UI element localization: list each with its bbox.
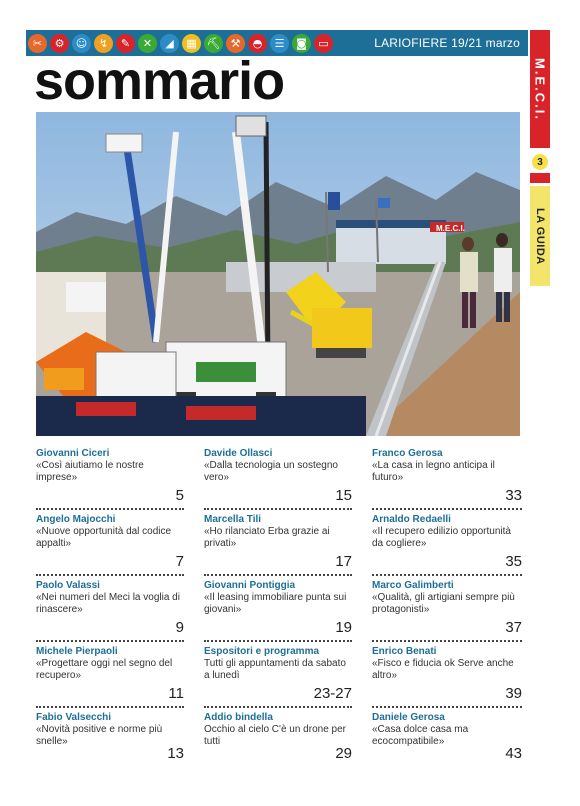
- entry-name: Paolo Valassi: [36, 580, 100, 591]
- toc-entry[interactable]: [372, 642, 522, 708]
- building-sign: M.E.C.I.: [436, 224, 465, 233]
- ladder-icon: ☰: [270, 34, 289, 53]
- entry-name: Daniele Gerosa: [372, 712, 445, 723]
- entry-description: «Qualità, gli artigiani sempre più protagonisti»: [372, 592, 515, 615]
- entry-name: Giovanni Pontiggia: [204, 580, 296, 591]
- hammer-icon: ⚒: [226, 34, 245, 53]
- toc-entry[interactable]: [204, 708, 352, 774]
- entry-page-number: 35: [505, 553, 522, 570]
- toc-entry[interactable]: [372, 576, 522, 642]
- entry-page-number: 39: [505, 685, 522, 702]
- trade-fair-photo: [36, 112, 520, 436]
- toc-entry[interactable]: [204, 510, 352, 576]
- toc-entry[interactable]: [372, 510, 522, 576]
- entry-description: Tutti gli appuntamenti da sabato a lunedì: [204, 658, 346, 681]
- entry-page-number: 23-27: [313, 685, 352, 702]
- entry-description: «Fisco e fiducia ok Serve anche altro»: [372, 658, 514, 681]
- entry-page-number: 5: [175, 487, 184, 504]
- entry-name: Arnaldo Redaelli: [372, 514, 451, 525]
- entry-page-number: 7: [175, 553, 184, 570]
- window-icon: ▦: [182, 34, 201, 53]
- entry-page-number: 19: [335, 619, 352, 636]
- toc-entry[interactable]: [36, 576, 184, 642]
- entry-description: «Nei numeri del Meci la voglia di rinascere»: [36, 592, 180, 615]
- trowel-icon: ◢: [160, 34, 179, 53]
- entry-name: Michele Pierpaoli: [36, 646, 118, 657]
- toc-entry[interactable]: [204, 444, 352, 510]
- bucket-icon: ◙: [292, 34, 311, 53]
- entry-page-number: 11: [168, 685, 184, 702]
- toc-entry[interactable]: [36, 444, 184, 510]
- page-number-badge: 3: [532, 154, 548, 170]
- entry-name: Fabio Valsecchi: [36, 712, 112, 723]
- entry-name: Enrico Benati: [372, 646, 437, 657]
- table-of-contents: [36, 444, 522, 774]
- entry-name: Addio bindella: [204, 712, 273, 723]
- photo-illustration: [36, 112, 520, 436]
- entry-name: Marcella Tili: [204, 514, 262, 525]
- entry-description: «Nuove opportunità dal codice appalti»: [36, 526, 172, 549]
- entry-page-number: 17: [335, 553, 352, 570]
- entry-description: «Novità positive e norme più snelle»: [36, 724, 163, 747]
- drill-icon: ↯: [94, 34, 113, 53]
- entry-description: Occhio al cielo C'è un drone per tutti: [204, 724, 346, 747]
- entry-description: «La casa in legno anticipa il futuro»: [372, 460, 495, 483]
- entry-page-number: 33: [505, 487, 522, 504]
- side-tab-section: [530, 186, 550, 286]
- entry-name: Angelo Majocchi: [36, 514, 116, 525]
- entry-name: Giovanni Ciceri: [36, 448, 110, 459]
- entry-description: «Così aiutiamo le nostre imprese»: [36, 460, 144, 483]
- paint-icon: ✎: [116, 34, 135, 53]
- tools-icon: ✕: [138, 34, 157, 53]
- entry-description: «Ho rilanciato Erba grazie ai privati»: [204, 526, 330, 549]
- entry-description: «Il recupero edilizio opportunità da cogliere»: [372, 526, 511, 549]
- entry-page-number: 13: [167, 745, 184, 762]
- entry-page-number: 43: [505, 745, 522, 762]
- toc-entry[interactable]: [204, 642, 352, 708]
- entry-name: Espositori e programma: [204, 646, 320, 657]
- worker-icon: ☺: [72, 34, 91, 53]
- entry-description: «Il leasing immobiliare punta sui giovani»: [204, 592, 347, 615]
- entry-page-number: 9: [175, 619, 184, 636]
- entry-description: «Dalla tecnologia un sostegno vero»: [204, 460, 338, 483]
- toc-entry[interactable]: [36, 510, 184, 576]
- section-label: LA GUIDA: [534, 207, 546, 265]
- saw-icon: ✂: [28, 34, 47, 53]
- entry-name: Marco Galimberti: [372, 580, 454, 591]
- toc-entry[interactable]: [372, 708, 522, 774]
- toc-entry[interactable]: [204, 576, 352, 642]
- toc-entry[interactable]: [372, 444, 522, 510]
- side-tab-label: M.E.C.I.: [532, 57, 548, 121]
- page-title: sommario: [34, 51, 285, 111]
- entry-description: «Casa dolce casa ma ecocompatibile»: [372, 724, 469, 747]
- side-tab-meci: [530, 30, 550, 148]
- entry-page-number: 37: [505, 619, 522, 636]
- excavator-icon: ⛏: [204, 34, 223, 53]
- gear-icon: ⚙: [50, 34, 69, 53]
- entry-page-number: 15: [335, 487, 352, 504]
- roller-icon: ▭: [314, 34, 333, 53]
- helmet-icon: ◓: [248, 34, 267, 53]
- toc-entry[interactable]: [36, 708, 184, 774]
- entry-name: Davide Ollasci: [204, 448, 273, 459]
- toc-entry[interactable]: [36, 642, 184, 708]
- entry-description: «Progettare oggi nel segno del recupero»: [36, 658, 173, 681]
- fair-info: LARIOFIERE 19/21 marzo: [374, 36, 520, 50]
- entry-page-number: 29: [335, 745, 352, 762]
- entry-name: Franco Gerosa: [372, 448, 443, 459]
- side-tab-divider: [530, 173, 550, 183]
